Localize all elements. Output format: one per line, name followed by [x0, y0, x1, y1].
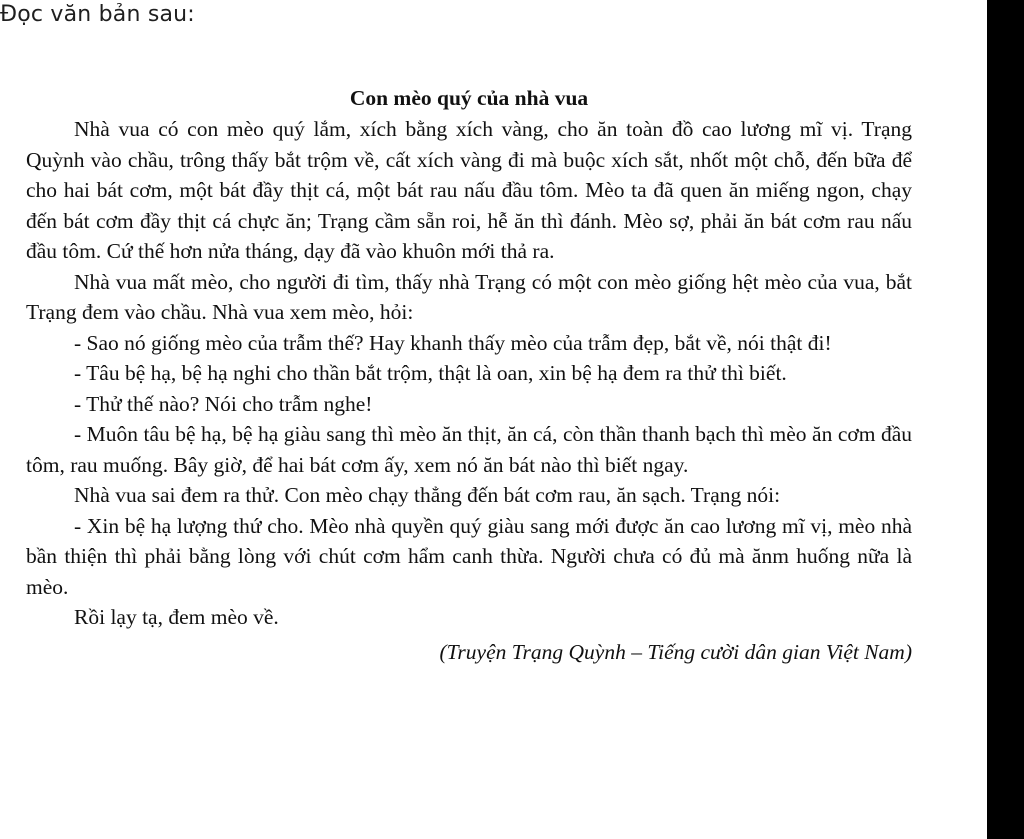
paragraph: Nhà vua sai đem ra thử. Con mèo chạy thẳng đến bát cơm rau, ăn sạch. Trạng nói: [74, 483, 781, 507]
paragraph: Nhà vua mất mèo, cho người đi tìm, thấy nhà Trạng có một con mèo giống hệt mèo của vua, bắt Trạng đem vào chầu. Nhà vua xem mèo, hỏi: [26, 269, 912, 324]
paragraph: Nhà vua có con mèo quý lắm, xích bằng xích vàng, cho ăn toàn đồ cao lương mĩ vị. Trạng Quỳnh vào chầu, trông thấy bắt trộm về, cất xích vàng đi mà buộc xích sắt, nhốt một chỗ, đến bữa để cho hai bát cơm, một bát đầy thịt cá, một bát rau nấu đầu tôm. Mèo ta đã quen ăn miếng ngon, chạy đến bát cơm đầy thịt cá chực ăn; Trạng cầm sẵn roi, hễ ăn thì đánh. Mèo sợ, phải ăn bát cơm rau nấu đầu tôm. Cứ thế hơn nửa tháng, dạy đã vào khuôn mới thả ra. [26, 117, 912, 263]
dialogue-line: - Tâu bệ hạ, bệ hạ nghi cho thần bắt trộm, thật là oan, xin bệ hạ đem ra thử thì biết. [74, 361, 787, 385]
right-edge-bar [987, 0, 1024, 839]
dialogue-line: - Sao nó giống mèo của trẫm thế? Hay khanh thấy mèo của trẫm đẹp, bắt về, nói thật đi! [74, 330, 832, 355]
dialogue-line: - Thử thế nào? Nói cho trẫm nghe! [74, 391, 373, 416]
paragraph: Rồi lạy tạ, đem mèo về. [74, 605, 279, 629]
document-text [26, 82, 912, 667]
dialogue-line: - Muôn tâu bệ hạ, bệ hạ giàu sang thì mèo ăn thịt, ăn cá, còn thần thanh bạch thì mèo ăn cơm đầu tôm, rau muống. Bây giờ, để hai bát cơm ấy, xem nó ăn bát nào thì biết ngay. [26, 422, 912, 477]
document-title: Con mèo quý của nhà vua [349, 86, 589, 110]
prompt-text: Đọc văn bản sau: [0, 2, 195, 27]
dialogue-line: - Xin bệ hạ lượng thứ cho. Mèo nhà quyền quý giàu sang mới được ăn cao lương mĩ vị, mèo nhà bần thiện thì phải bằng lòng với chút cơm hẩm canh thừa. Người chưa có đủ mà ănm huống nữa là mèo. [26, 513, 912, 599]
source-citation: (Truyện Trạng Quỳnh – Tiếng cười dân gian Việt Nam) [439, 639, 912, 664]
